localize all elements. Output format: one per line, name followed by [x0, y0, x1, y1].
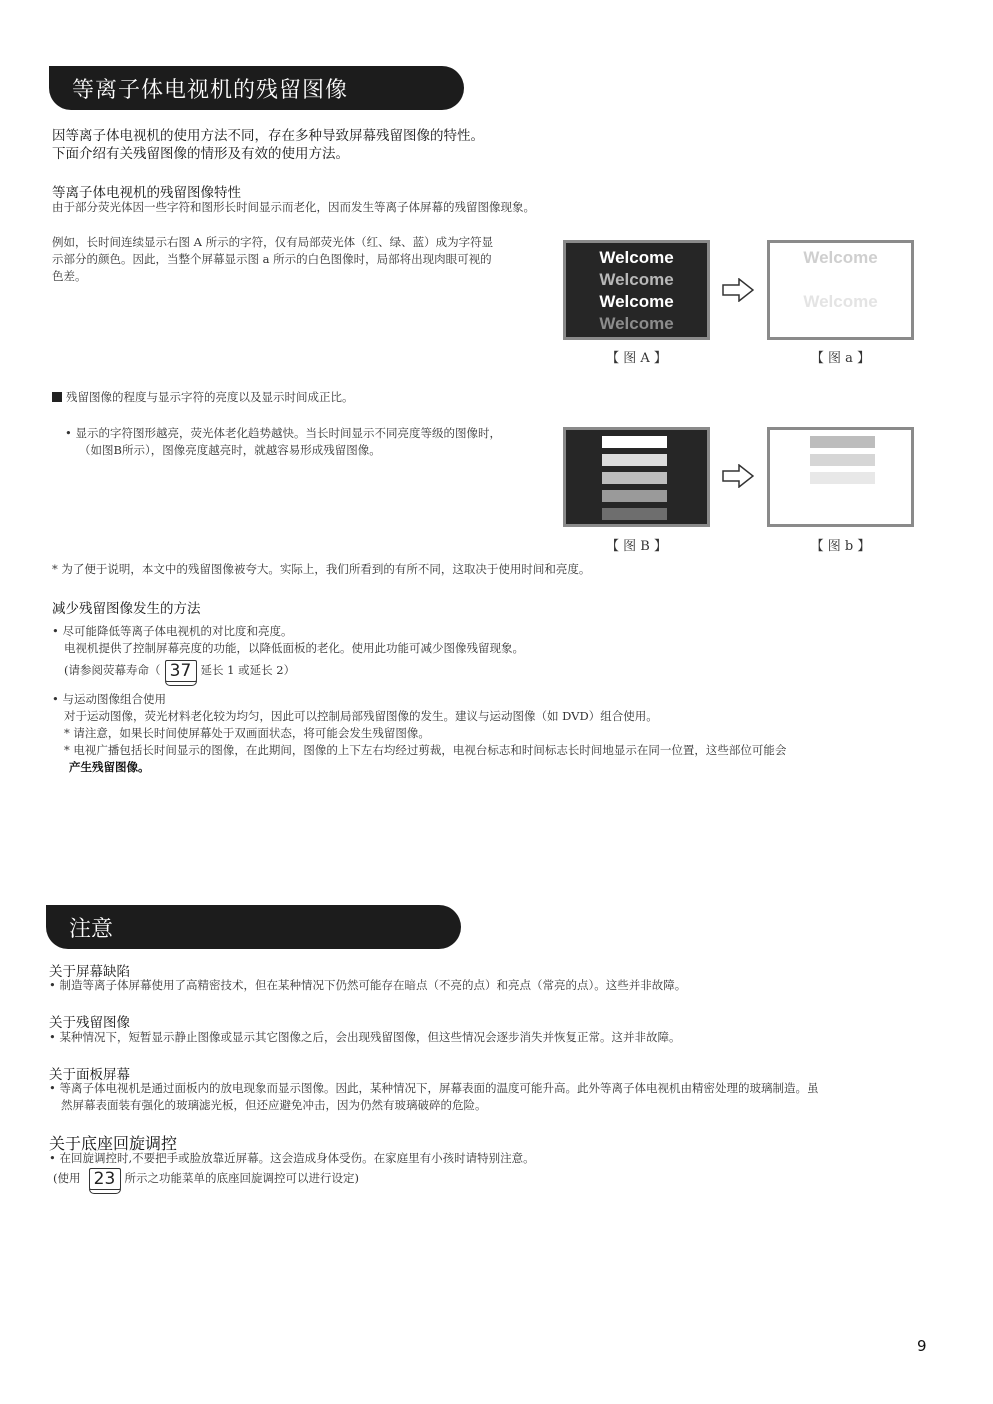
brightness-text [65, 425, 565, 459]
panel-text [49, 1080, 954, 1114]
swivel-ref-pre: (使用 [53, 1171, 81, 1185]
reduce-item-2-line: • 与运动图像组合使用 [52, 692, 166, 706]
swivel-ref [53, 1168, 953, 1190]
reduce-item-1-sub: 电视机提供了控制屏幕亮度的功能，以降低面板的老化。使用此功能可减少图像残留现象。 [64, 641, 524, 655]
figure-b-white-panel [767, 427, 914, 527]
reduce-item-2-line-3: * 电视广播包括长时间显示的图像，在此期间，图像的上下左右均经过剪裁，电视台标志和时间标志长时间地显示在同一位置，这些部位可能会 [64, 743, 787, 757]
reduce-item-1-text: 尽可能降低等离子体电视机的对比度和亮度。 [62, 624, 293, 638]
figure-b-ghost-bar-3 [810, 472, 875, 484]
brightness-line-1: • 显示的字符图形越亮，荧光体老化趋势越快。当长时间显示不同亮度等级的图像时， [65, 426, 501, 440]
swivel-text: • 在回旋调控时,不要把手或脸放靠近屏幕。这会造成身体受伤。在家庭里有小孩时请特别注意。 [49, 1151, 535, 1165]
page-ref-37-icon: 37 [165, 660, 197, 682]
figure-a-white-panel [767, 240, 914, 340]
figure-a-lower-caption: 【 图 a 】 [810, 351, 871, 366]
reduce-item-1 [52, 623, 932, 682]
example-text [52, 234, 562, 285]
figure-a-ghost-word-2: Welcome [803, 292, 878, 311]
swivel-heading: 关于底座回旋调控 [49, 1134, 178, 1153]
characteristics-text: 由于部分荧光体因一些字符和图形长时间显示而老化，因而发生等离子体屏幕的残留图像现象。 [52, 200, 535, 214]
notice-title-banner [46, 905, 461, 949]
proportion-note-text: 残留图像的程度与显示字符的亮度以及显示时间成正比。 [66, 390, 354, 404]
example-line-1: 例如，长时间连续显示右图 A 所示的字符，仅有局部荧光体（红、绿、蓝）成为字符显 [52, 235, 494, 249]
figure-a-caption: 【 图 A 】 [606, 351, 667, 366]
reduce-item-2-text: 与运动图像组合使用 [62, 692, 166, 706]
defect-text-body: 制造等离子体屏幕使用了高精密技术，但在某种情况下仍然可能存在暗点（不亮的点）和亮点（常亮的点）。这些并非故障。 [59, 978, 687, 992]
swivel-text-body: 在回旋调控时,不要把手或脸放靠近屏幕。这会造成身体受伤。在家庭里有小孩时请特别注意。 [59, 1151, 535, 1165]
residual-text: • 某种情况下，短暂显示静止图像或显示其它图像之后，会出现残留图像，但这些情况会逐步消失并恢复正常。这并非故障。 [49, 1030, 681, 1044]
reduce-item-1-ref-post: 延长 1 或延长 2） [200, 663, 296, 677]
defect-text: • 制造等离子体屏幕使用了高精密技术，但在某种情况下仍然可能存在暗点（不亮的点）和亮点（常亮的点）。这些并非故障。 [49, 978, 687, 992]
figure-b-bar-1 [602, 436, 667, 448]
reduce-item-2-line-1: 对于运动图像，荧光材料老化较为均匀，因此可以控制局部残留图像的发生。建议与运动图像（如 DVD）组合使用。 [64, 709, 658, 723]
residual-heading: 关于残留图像 [49, 1015, 130, 1031]
panel-heading: 关于面板屏幕 [49, 1067, 130, 1083]
figure-b-bar-3 [602, 472, 667, 484]
figure-b-caption: 【 图 B 】 [606, 539, 667, 554]
reduce-item-2 [52, 691, 942, 776]
figure-a-word-3: Welcome [599, 292, 674, 311]
section-title-banner [49, 66, 464, 110]
exaggeration-note: * 为了便于说明，本文中的残留图像被夸大。实际上，我们所看到的有所不同，这取决于使用时间和亮度。 [52, 562, 591, 576]
figure-b-ghost-bar-1 [810, 436, 875, 448]
notice-title: 注意 [69, 916, 114, 942]
characteristics-heading: 等离子体电视机的残留图像特性 [52, 185, 241, 201]
figure-b-bar-5 [602, 508, 667, 520]
example-line-3: 色差。 [52, 269, 87, 283]
reduce-heading: 减少残留图像发生的方法 [52, 601, 201, 617]
figure-a-word-1: Welcome [599, 248, 674, 267]
reduce-item-2-line-2: * 请注意，如果长时间使屏幕处于双画面状态，将可能会发生残留图像。 [64, 726, 430, 740]
page-number: 9 [917, 1337, 927, 1355]
page-ref-23-icon: 23 [89, 1168, 121, 1190]
brightness-line-1-text: 显示的字符图形越亮，荧光体老化趋势越快。当长时间显示不同亮度等级的图像时， [75, 426, 501, 440]
figure-b-dark-panel [563, 427, 710, 527]
arrow-right-icon [722, 278, 754, 302]
defect-heading: 关于屏幕缺陷 [49, 964, 130, 980]
panel-text-line-1-body: 等离子体电视机是通过面板内的放电现象而显示图像。因此，某种情况下，屏幕表面的温度可能升高。此外等离子体电视机由精密处理的玻璃制造。虽 [59, 1081, 819, 1095]
figure-a-word-4: Welcome [599, 314, 674, 333]
intro-line-1: 因等离子体电视机的使用方法不同，存在多种导致屏幕残留图像的特性。 [52, 128, 484, 144]
arrow-right-icon [722, 464, 754, 488]
panel-text-line-1: • 等离子体电视机是通过面板内的放电现象而显示图像。因此，某种情况下，屏幕表面的温度可能升高。此外等离子体电视机由精密处理的玻璃制造。虽 [49, 1081, 819, 1095]
intro-line-2: 下面介绍有关残留图像的情形及有效的使用方法。 [52, 146, 349, 162]
reduce-item-2-last: 产生残留图像。 [69, 760, 150, 774]
figure-b-bar-2 [602, 454, 667, 466]
reduce-item-1-line: • 尽可能降低等离子体电视机的对比度和亮度。 [52, 624, 293, 638]
swivel-ref-post: 所示之功能菜单的底座回旋调控可以进行设定) [124, 1171, 359, 1185]
example-line-2: 示部分的颜色。因此，当整个屏幕显示图 a 所示的白色图像时，局部将出现肉眼可视的 [52, 252, 492, 266]
figure-a-ghost-word-1: Welcome [803, 248, 878, 267]
proportion-note [52, 389, 354, 406]
figure-b-lower-caption: 【 图 b 】 [810, 539, 871, 554]
residual-text-body: 某种情况下，短暂显示静止图像或显示其它图像之后，会出现残留图像，但这些情况会逐步消失并恢复正常。这并非故障。 [59, 1030, 681, 1044]
reduce-item-1-ref [52, 660, 932, 682]
intro-text [52, 127, 932, 163]
figure-b-bar-4 [602, 490, 667, 502]
section-title: 等离子体电视机的残留图像 [72, 77, 349, 103]
panel-text-line-2: 然屏幕表面装有强化的玻璃滤光板，但还应避免冲击，因为仍然有玻璃破碎的危险。 [61, 1098, 487, 1112]
figure-a-word-2: Welcome [599, 270, 674, 289]
square-bullet-icon [52, 392, 62, 402]
reduce-item-1-ref-pre: (请参阅荧幕寿命（ [64, 663, 161, 677]
brightness-line-2: （如图B所示），图像亮度越亮时，就越容易形成残留图像。 [79, 443, 381, 457]
figure-a-dark-panel [563, 240, 710, 340]
figure-b-ghost-bar-2 [810, 454, 875, 466]
